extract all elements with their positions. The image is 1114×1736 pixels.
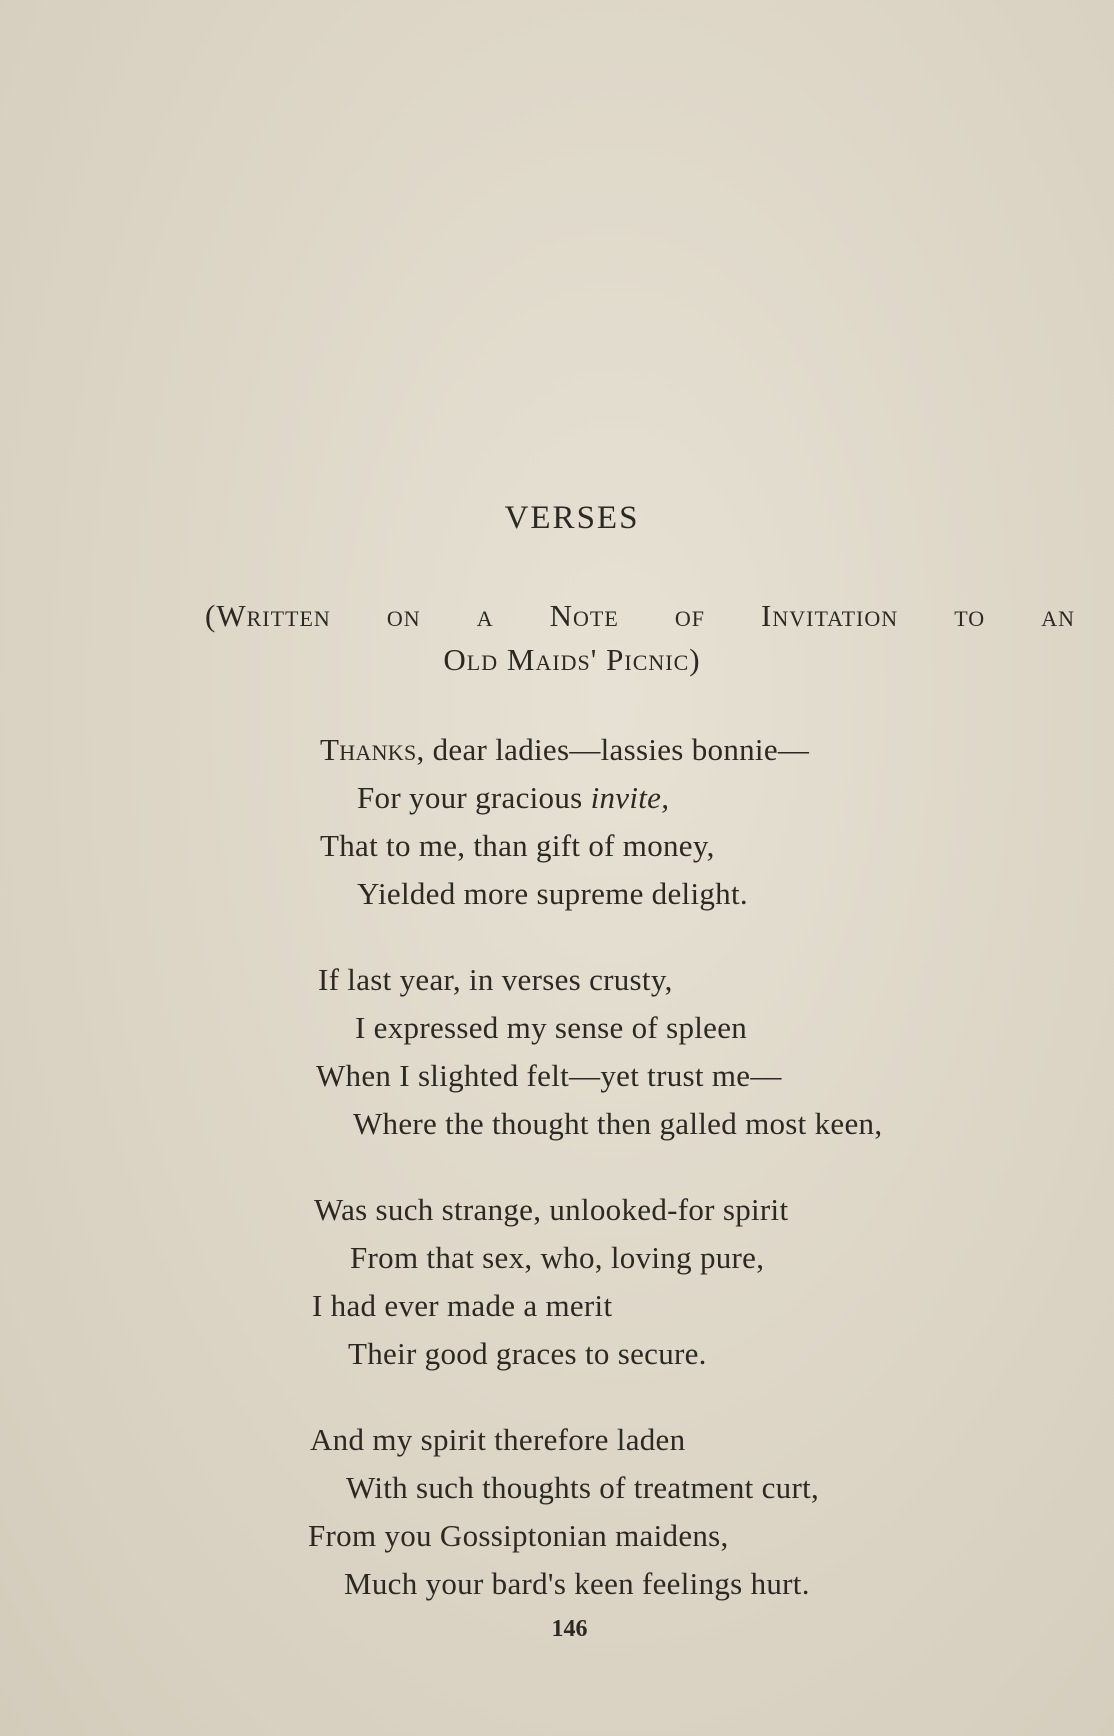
stanza-2-line-2: I expressed my sense of spleen [355, 1010, 748, 1045]
page-title: VERSES [504, 500, 640, 536]
stanza-1-line-4: Yielded more supreme delight. [357, 876, 748, 911]
stanza-4-line-4: Much your bard's keen feelings hurt. [344, 1566, 810, 1601]
subtitle-line-1: (Written on a Note of Invitation to an [205, 598, 1075, 633]
stanza-2-line-1: If last year, in verses crusty, [318, 962, 673, 997]
stanza-4-line-1: And my spirit therefore laden [310, 1422, 686, 1457]
stanza-3-line-2: From that sex, who, loving pure, [350, 1240, 765, 1275]
page-number: 146 [551, 1616, 588, 1642]
stanza-1-line-2-text: For your gracious [357, 780, 591, 815]
subtitle-line-2: Old Maids' Picnic) [443, 642, 701, 677]
stanza-1-line-1 [320, 732, 809, 768]
stanza-1-line-2-italic: invite, [590, 780, 670, 815]
stanza-3-line-1: Was such strange, unlooked-for spirit [314, 1192, 789, 1227]
stanza-3-line-3: I had ever made a merit [312, 1288, 613, 1323]
stanza-1-line-3: That to me, than gift of money, [320, 828, 715, 863]
stanza-3-line-4: Their good graces to secure. [348, 1336, 707, 1371]
stanza-1-line-2 [357, 780, 669, 816]
stanza-2-line-3: When I slighted felt—yet trust me— [316, 1058, 782, 1093]
stanza-1-first-word: Thanks, [320, 732, 425, 767]
stanza-4-line-3: From you Gossiptonian maidens, [308, 1518, 729, 1553]
stanza-1-line-1-rest: dear ladies—lassies bonnie— [424, 732, 810, 767]
stanza-2-line-4: Where the thought then galled most keen, [353, 1106, 883, 1141]
stanza-4-line-2: With such thoughts of treatment curt, [346, 1470, 820, 1505]
